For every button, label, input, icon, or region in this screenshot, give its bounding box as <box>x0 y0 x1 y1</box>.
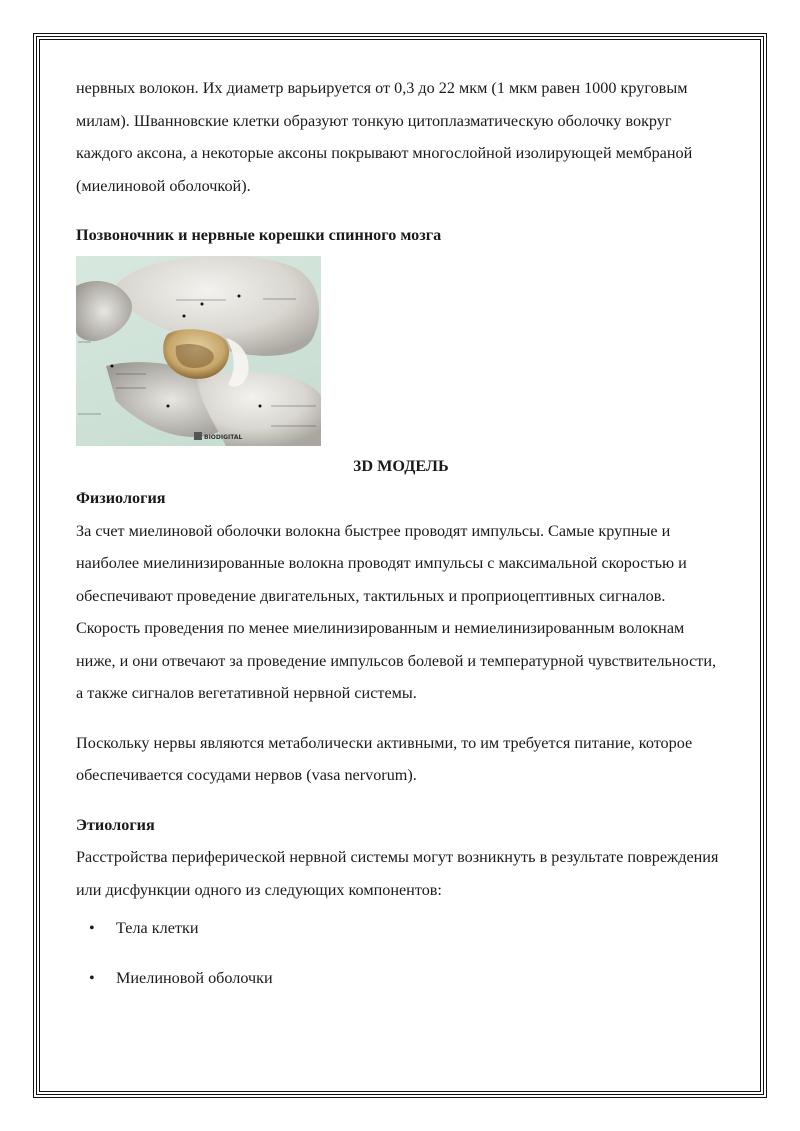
section-heading-spine: Позвоночник и нервные корешки спинного мозга <box>76 226 442 244</box>
list-item <box>76 962 726 995</box>
document-body <box>76 72 726 1011</box>
bullet-icon: • <box>89 968 95 987</box>
etiology-paragraph-1: Расстройства периферической нервной системы могут возникнуть в результате повреждения или дисфункции одного из следующих компонентов: <box>76 848 719 899</box>
list-item <box>76 912 726 945</box>
bullet-icon: • <box>89 919 95 937</box>
figure-watermark: BIODIGITAL <box>204 433 243 441</box>
physiology-paragraph-1: За счет миелиновой оболочки волокна быстрее проводят импульсы. Самые крупные и наиболее миелинизированные волокна проводят импульсы с максимальной скоростью и обеспечивают проведение двигательных, тактильных и проприоцептивных сигналов. Скорость проведения по менее миелинизированным и немиелинизированным волокнам ниже, и они отвечают за проведение импульсов болевой и температурной чувствительности, а также сигналов вегетативной нервной системы. <box>76 521 717 702</box>
figure-caption: 3D МОДЕЛЬ <box>353 456 449 475</box>
list-item-text: Миелиновой оболочки <box>116 968 273 987</box>
section-heading-physiology: Физиология <box>76 489 166 507</box>
etiology-bullet-list <box>76 912 726 994</box>
intro-paragraph: нервных волокон. Их диаметр варьируется от 0,3 до 22 мкм (1 мкм равен 1000 круговым милам). Шванновские клетки образуют тонкую цитоплазматическую оболочку вокруг каждого аксона, а некоторые аксоны покрывают многослойной изолирующей мембраной (миелиновой оболочкой). <box>76 79 693 195</box>
list-item-text: Тела клетки <box>116 919 199 937</box>
section-heading-etiology: Этиология <box>76 815 155 834</box>
anatomy-3d-spine-image <box>76 256 321 446</box>
physiology-paragraph-2: Поскольку нервы являются метаболически активными, то им требуется питание, которое обеспечивается сосудами нервов (vasa nervorum). <box>76 733 693 784</box>
spine-3d-figure[interactable] <box>76 256 321 446</box>
